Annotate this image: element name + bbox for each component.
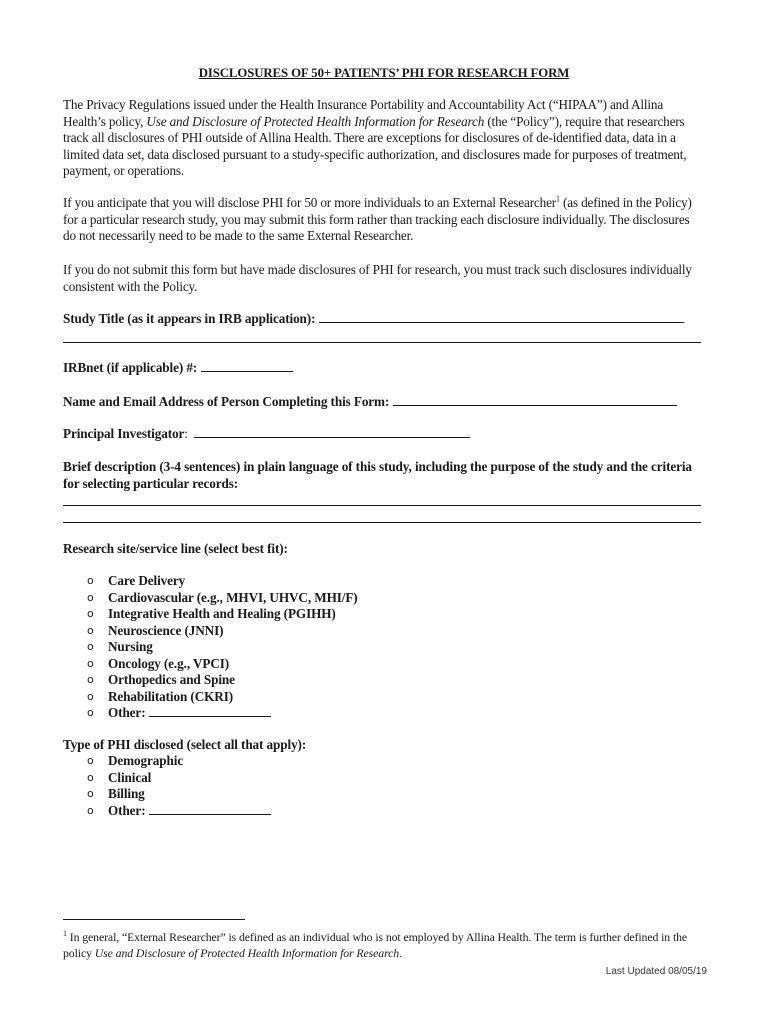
phi-type-label: Type of PHI disclosed (select all that apply):	[63, 737, 307, 752]
option-label: Nursing	[108, 639, 153, 654]
checkbox-circle-icon[interactable]: o	[87, 787, 94, 800]
site-option-orthopedics[interactable]	[63, 672, 663, 689]
option-label: Other:	[108, 802, 146, 818]
brief-description-line-2[interactable]	[63, 522, 701, 523]
option-label: Billing	[108, 786, 145, 801]
site-option-care-delivery[interactable]	[63, 573, 663, 590]
pi-input[interactable]	[194, 426, 470, 438]
phi-option-other[interactable]	[63, 803, 663, 820]
checkbox-circle-icon[interactable]: o	[87, 770, 94, 784]
phi-option-billing[interactable]	[63, 786, 663, 803]
checkbox-circle-icon[interactable]: o	[87, 640, 94, 653]
site-other-input[interactable]	[149, 705, 271, 717]
footnote-text: .	[399, 946, 402, 960]
site-option-oncology[interactable]	[63, 656, 663, 673]
option-label: Demographic	[108, 753, 184, 768]
checkbox-circle-icon[interactable]: o	[87, 803, 94, 817]
option-label: Oncology (e.g., VPCI)	[108, 655, 230, 671]
intro-text: (as defined in the Policy) for a particular research study, you may submit this form rather than tracking each disclosure individually. The disclosures do not necessarily need to be made to the same External Researcher.	[63, 195, 692, 244]
name-email-field	[63, 394, 705, 411]
checkbox-circle-icon[interactable]: o	[87, 706, 94, 719]
name-email-label: Name and Email Address of Person Completing this Form:	[63, 394, 390, 409]
site-option-nursing[interactable]	[63, 639, 663, 656]
page-title: DISCLOSURES OF 50+ PATIENTS’ PHI FOR RESEARCH FORM	[198, 66, 570, 80]
checkbox-circle-icon[interactable]: o	[87, 754, 94, 767]
option-label: Care Delivery	[108, 573, 186, 588]
checkbox-circle-icon[interactable]: o	[87, 574, 94, 587]
research-site-label: Research site/service line (select best fit):	[63, 541, 288, 556]
pi-label: Principal Investigator	[63, 426, 185, 441]
checkbox-circle-icon[interactable]: o	[87, 689, 94, 703]
name-email-input[interactable]	[393, 394, 677, 406]
phi-option-clinical[interactable]	[63, 770, 663, 787]
irbnet-input[interactable]	[201, 360, 293, 372]
option-label: Rehabilitation (CKRI)	[108, 688, 234, 704]
checkbox-circle-icon[interactable]: o	[87, 623, 94, 637]
brief-description-label: Brief description (3-4 sentences) in plain language of this study, including the purpose of the study and the criteria for selecting particular records:	[63, 459, 692, 491]
option-label: Orthopedics and Spine	[108, 672, 235, 687]
irbnet-field	[63, 360, 705, 377]
footnote-divider	[63, 919, 245, 920]
checkbox-circle-icon[interactable]: o	[87, 607, 94, 620]
study-title-label: Study Title (as it appears in IRB application):	[63, 311, 316, 326]
footnote-policy-name: Use and Disclosure of Protected Health Information for Research	[94, 946, 400, 960]
pi-colon: :	[184, 426, 188, 441]
intro-paragraph-1	[63, 97, 705, 180]
study-title-input[interactable]	[319, 311, 684, 323]
study-title-input-line[interactable]	[63, 342, 701, 343]
phi-other-input[interactable]	[149, 803, 271, 815]
intro-text: The Privacy Regulations issued under the Health Insurance Portability and Accountability Act (“HIPAA”) and Allina Health’s policy,	[63, 97, 664, 129]
option-label: Clinical	[108, 769, 152, 785]
footnote-number: 1	[63, 929, 67, 939]
intro-text: If you anticipate that you will disclose PHI for 50 or more individuals to an External Researcher	[63, 195, 557, 210]
option-label: Integrative Health and Healing (PGIHH)	[108, 606, 336, 621]
policy-name: Use and Disclosure of Protected Health Information for Research	[146, 113, 485, 129]
principal-investigator-field	[63, 426, 705, 443]
study-title-field	[63, 311, 705, 328]
footnote	[63, 929, 705, 961]
intro-paragraph-3: If you do not submit this form but have made disclosures of PHI for research, you must track such disclosures individually consistent with the Policy.	[63, 262, 692, 294]
last-updated: Last Updated 08/05/19	[605, 966, 707, 977]
option-label: Cardiovascular (e.g., MHVI, UHVC, MHI/F)	[108, 589, 358, 605]
phi-option-demographic[interactable]	[63, 753, 663, 770]
site-option-other[interactable]	[63, 705, 663, 722]
site-option-rehabilitation[interactable]	[63, 689, 663, 706]
site-option-cardiovascular[interactable]	[63, 590, 663, 607]
site-option-integrative-health[interactable]	[63, 606, 663, 623]
option-label: Neuroscience (JNNI)	[108, 622, 224, 638]
research-site-options	[63, 573, 663, 722]
site-option-neuroscience[interactable]	[63, 623, 663, 640]
intro-text: (the “Policy”), require that researchers track all disclosures of PHI outside of Allina Health. There are exceptions for disclosures of de-identified data, data in a limited data set, data disclosed pursuant to a study-specific authorization, and disclosures made for purposes of treatment, payment, or operations.	[63, 113, 687, 179]
checkbox-circle-icon[interactable]: o	[87, 590, 94, 604]
checkbox-circle-icon[interactable]: o	[87, 673, 94, 686]
footnote-text: In general, “External Researcher” is defined as an individual who is not employed by Allina Health. The term is further defined in the policy	[63, 930, 688, 960]
option-label: Other:	[108, 705, 146, 720]
phi-type-options	[63, 753, 663, 819]
intro-paragraph-2	[63, 195, 705, 245]
brief-description-line-1[interactable]	[63, 505, 701, 506]
irbnet-label: IRBnet (if applicable) #:	[63, 360, 198, 375]
checkbox-circle-icon[interactable]: o	[87, 656, 94, 670]
footnote-ref[interactable]: 1	[556, 194, 560, 204]
